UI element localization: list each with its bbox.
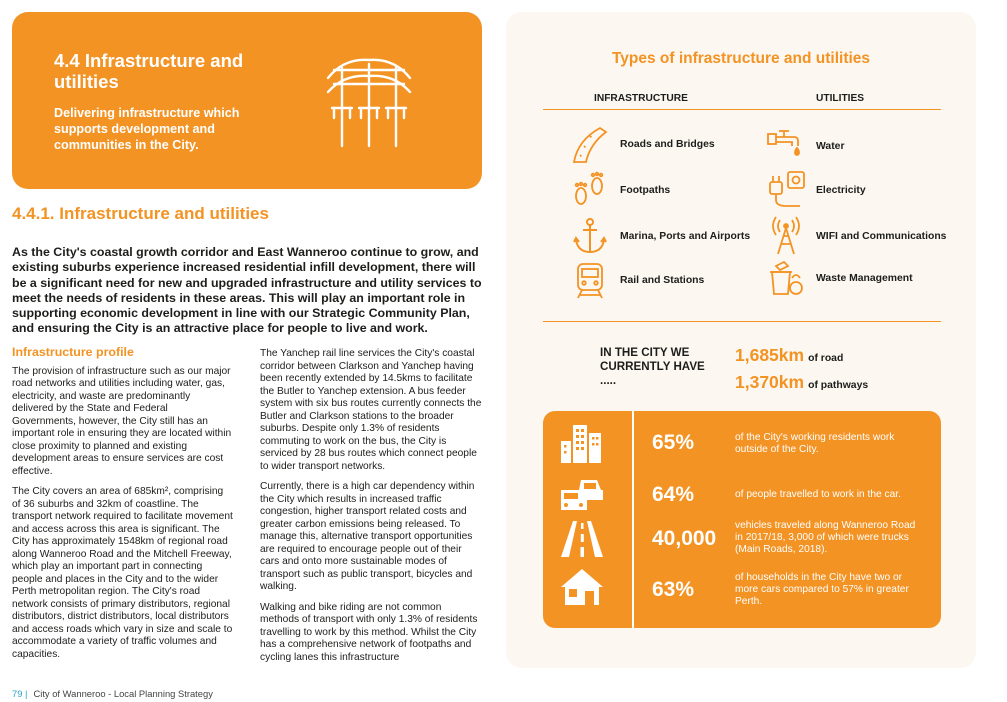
utility-item-water — [766, 126, 844, 166]
hero-title: 4.4 Infrastructure and utilities — [54, 50, 244, 92]
right-text-column — [260, 348, 482, 672]
section-heading: 4.4.1. Infrastructure and utilities — [12, 204, 269, 223]
divider — [543, 321, 941, 322]
intro-paragraph: As the City's coastal growth corridor and East Wanneroo continue to grow, and existing suburbs experience increased residential infill development, there will be a significant need for new and upgraded infrastructure and utility services to meet the needs of residents in these areas. This will play an important role in supporting economic development in line with our Strategic Community Plan, and ensuring the City is an attractive place for people to live and work. — [12, 245, 482, 336]
hero-subtitle: Delivering infrastructure which supports development and communities in the City. — [54, 106, 240, 152]
infrastructure-profile-heading: Infrastructure profile — [12, 345, 134, 359]
road-length-stat — [735, 345, 843, 366]
divider — [543, 109, 941, 110]
road-icon — [570, 124, 610, 164]
plug-icon — [766, 170, 806, 210]
power-lines-icon — [324, 56, 414, 148]
infrastructure-column-heading: INFRASTRUCTURE — [594, 93, 688, 104]
paragraph: The City covers an area of 685km², comprising of 36 suburbs and 32km of coastline. The transport network required to facilitate movement and access across this area is significant. The City has approximately 1548km of regional road along Wanneroo Road and the Mitchell Freeway, which play an important part in connecting people and places in the City and to the wider Perth metropolitan region. The City's road network consists of primary distributors, regional distributors, district distributors, local distributors and access roads which vary in size and scale to accommodate a variety of traffic volumes and capacities. — [12, 486, 233, 660]
stats-divider — [632, 411, 634, 628]
stat-value: 64% — [652, 483, 695, 506]
infra-item-rail — [570, 260, 704, 300]
tap-icon — [766, 126, 806, 166]
train-icon — [570, 260, 610, 300]
page-footer — [12, 688, 213, 699]
utility-item-electricity — [766, 170, 866, 210]
infra-item-marina — [570, 216, 750, 256]
paragraph: The Yanchep rail line services the City's coastal corridor between Clarkson and Yanchep having been recently extended by 14.5kms to facilitate the Butler to Yanchep extension. A bus feeder system with six bus routes currently connects the Butler and Clarkson stations to the broader suburbs. Despite only 1.3% of residents commuting to work on the bus, the City is serviced by 28 bus routes which connect people to wider transport networks. — [260, 348, 482, 472]
item-label: WIFI and Communications — [816, 230, 947, 242]
footprints-icon — [570, 170, 610, 210]
item-label: Footpaths — [620, 184, 671, 196]
antenna-icon — [766, 216, 806, 256]
item-label: Waste Management — [816, 272, 913, 284]
stat-value: 65% — [652, 431, 695, 454]
highway-icon — [559, 519, 605, 559]
road-length-unit: of road — [808, 353, 844, 364]
house-icon — [559, 567, 605, 607]
utility-item-wifi — [766, 216, 946, 256]
hero-banner — [12, 12, 482, 189]
left-text-column — [12, 346, 234, 669]
waste-icon — [766, 258, 806, 298]
pathway-length-stat — [735, 372, 868, 393]
paragraph: Currently, there is a high car dependency within the City which results in increased traffic congestion, higher transport related costs and greater carbon emissions being released. To manage this, alternative transport opportunities are required to encourage people out of their cars and onto more sustainable modes of transport such as public transport, bicycles and walking. — [260, 481, 475, 592]
stat-value: 40,000 — [652, 527, 717, 550]
paragraph: Walking and bike riding are not common methods of transport with only 1.3% of residents travelling to work by this method. Whilst the City has a comprehensive network of footpaths and cycling lanes this infrastructure — [260, 601, 478, 663]
page-number: 79 | — [12, 688, 28, 699]
city-have-label: IN THE CITY WE CURRENTLY HAVE ..... — [600, 346, 705, 387]
buildings-icon — [559, 423, 605, 463]
item-label: Rail and Stations — [620, 274, 705, 286]
infographic-panel — [506, 12, 976, 668]
anchor-icon — [570, 216, 610, 256]
infra-item-footpaths — [570, 170, 670, 210]
paragraph: The provision of infrastructure such as our major road networks and utilities including water, gas, electricity, and waste are predominantly delivered by the State and Federal Governments, however, the City still has an important role in ensuring they are located within close proximity to planned and existing development areas to ensure services are cost effective. — [12, 365, 232, 477]
types-title: Types of infrastructure and utilities — [611, 50, 871, 67]
stat-text: of households in the City have two or more cars compared to 57% in greater Perth. — [735, 572, 909, 608]
infra-item-roads — [570, 124, 715, 164]
stat-value: 63% — [652, 578, 695, 601]
road-length-value: 1,685km — [735, 345, 805, 365]
utilities-column-heading: UTILITIES — [816, 93, 865, 104]
cars-icon — [559, 474, 605, 514]
stats-box — [543, 411, 941, 628]
utility-item-waste — [766, 258, 913, 298]
item-label: Water — [816, 140, 845, 152]
item-label: Marina, Ports and Airports — [620, 230, 751, 242]
stat-text: vehicles traveled along Wanneroo Road in 2017/18, 3,000 of which were trucks (Main Roads, 2018). — [735, 520, 916, 556]
pathway-length-value: 1,370km — [735, 372, 805, 392]
stat-text: of people travelled to work in the car. — [735, 489, 901, 500]
footer-text: City of Wanneroo - Local Planning Strategy — [33, 688, 213, 699]
stat-text: of the City's working residents work outside of the City. — [735, 432, 895, 456]
item-label: Electricity — [816, 184, 866, 196]
item-label: Roads and Bridges — [620, 138, 715, 150]
pathway-length-unit: of pathways — [808, 380, 869, 391]
